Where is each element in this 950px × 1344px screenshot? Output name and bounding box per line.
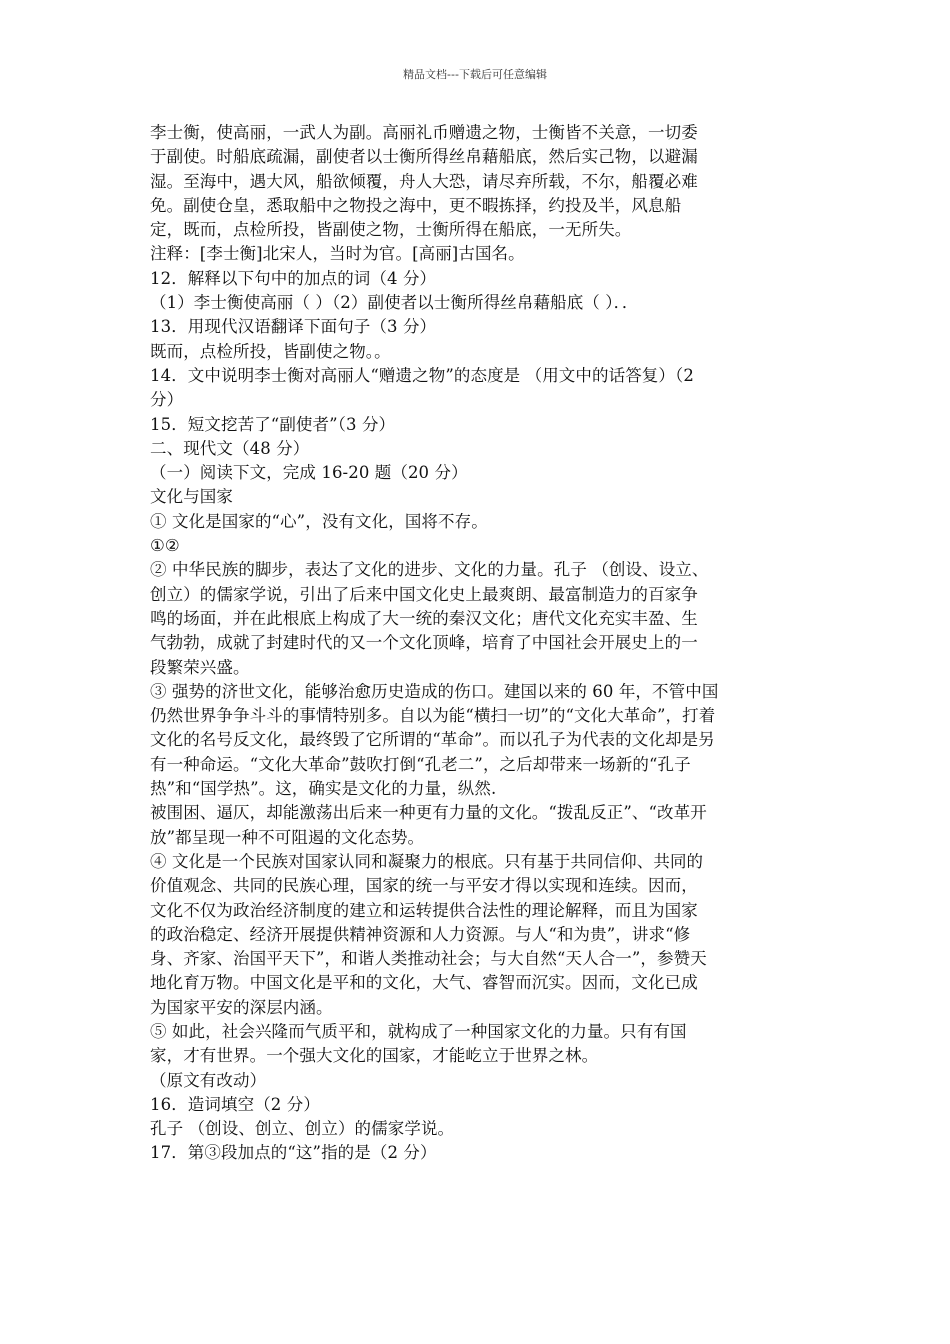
text-line: 免。副使仓皇，悉取船中之物投之海中，更不暇拣择，约投及半，风息船 (150, 195, 682, 215)
paragraph-5: ⑤ 如此，社会兴隆而气质平和，就构成了一种国家文化的力量。只有有国 (150, 1021, 687, 1041)
text-line: 仍然世界争争斗斗的事情特别多。自以为能“横扫一切”的“文化大革命”，打着 (150, 706, 716, 726)
text-line: 李士衡，使高丽，一武人为副。高丽礼币赠遗之物，士衡皆不关意，一切委 (150, 123, 698, 142)
section-heading: 二、现代文（48 分） (150, 438, 310, 458)
text-line: 为国家平安的深层内涵。 (150, 997, 333, 1017)
text-line: 分） (150, 390, 184, 410)
text-line: 湿。至海中，遇大风，船欲倾覆，舟人大恐，请尽弃所载，不尔，船覆必难 (150, 171, 698, 191)
text-line: 于副使。时船底疏漏，副使者以士衡所得丝帛藉船底，然后实己物，以避漏 (150, 147, 698, 167)
source-note: （原文有改动） (150, 1070, 267, 1090)
text-line: 文化的名号反文化，最终毁了它所谓的“革命”。而以孔子为代表的文化却是另 (150, 730, 715, 750)
subsection-heading: （一）阅读下文，完成 16-20 题（20 分） (150, 463, 468, 483)
text-line: 地化育万物。中国文化是平和的文化，大气、睿智而沉实。因而，文化已成 (150, 973, 698, 993)
text-line: 有一种命运。“文化大革命”鼓吹打倒“孔老二”，之后却带来一场新的“孔子 (150, 754, 691, 774)
text-line: 热”和“国学热”。这，确实是文化的力量，纵然. (150, 779, 497, 799)
text-line: 家，才有世界。一个强大文化的国家，才能屹立于世界之林。 (150, 1046, 599, 1066)
text-line: 创立）的儒家学说，引出了后来中国文化史上最爽朗、最富制造力的百家争 (150, 584, 698, 604)
question-17: 17．第③段加点的“这”指的是（2 分） (150, 1143, 437, 1163)
article-title: 文化与国家 (150, 487, 233, 507)
text-line: 文化不仅为政治经济制度的建立和运转提供合法性的理论解释，而且为国家 (150, 900, 698, 920)
text-line: 既而，点检所投，皆副使之物。。 (150, 341, 391, 361)
paragraph-1: ① 文化是国家的“心”，没有文化，国将不存。 (150, 511, 488, 531)
paragraph-2: ② 中华民族的脚步，表达了文化的进步、文化的力量。孔子 （创设、设立、 (150, 560, 709, 580)
text-line: ①② (150, 536, 180, 556)
text-line: 的政治稳定、经济开展提供精神资源和人力资源。与人“和为贵”，讲求“修 (150, 924, 691, 944)
paragraph-3: ③ 强势的济世文化，能够治愈历史造成的伤口。建国以来的 60 年，不管中国 (150, 681, 719, 701)
question-12: 12．解释以下句中的加点的词（4 分） (150, 268, 437, 288)
question-14: 14．文中说明李士衡对高丽人“赠遗之物”的态度是 （用文中的话答复）（2 (150, 365, 694, 385)
page-header: 精品文档---下载后可任意编辑 (403, 68, 547, 81)
text-line: 被围困、逼仄，却能激荡出后来一种更有力量的文化。“拨乱反正”、“改革开 (150, 803, 707, 823)
paragraph-4: ④ 文化是一个民族对国家认同和凝聚力的根底。只有基于共同信仰、共同的 (150, 851, 704, 871)
question-12-items: （1）李士衡使高丽（ ）（2）副使者以士衡所得丝帛藉船底（ ）．． (150, 293, 639, 313)
text-line: 孔子 （创设、创立、创立）的儒家学说。 (150, 1119, 455, 1139)
question-13: 13．用现代汉语翻译下面句子（3 分） (150, 317, 437, 337)
text-line: 价值观念、共同的民族心理，国家的统一与平安才得以实现和连续。因而， (150, 876, 698, 896)
question-16: 16．造词填空（2 分） (150, 1094, 320, 1114)
text-line: 定，既而，点检所投，皆副使之物，士衡所得在船底，一无所失。 (150, 220, 632, 240)
annotation-note: 注释：[李士衡]北宋人，当时为官。[高丽]古国名。 (150, 244, 525, 264)
text-line: 气勃勃，成就了封建时代的又一个文化顶峰，培育了中国社会开展史上的一 (150, 633, 698, 653)
document-body (150, 121, 802, 1166)
text-line: 身、齐家、治国平天下”，和谐人类推动社会；与大自然“天人合一”，参赞天 (150, 949, 707, 969)
text-line: 放”都呈现一种不可阻遏的文化态势。 (150, 827, 425, 847)
text-line: 段繁荣兴盛。 (150, 657, 250, 677)
text-line: 鸣的场面，并在此根底上构成了大一统的秦汉文化；唐代文化充实丰盈、生 (150, 608, 698, 628)
question-15: 15．短文挖苦了“副使者”（3 分） (150, 414, 396, 434)
